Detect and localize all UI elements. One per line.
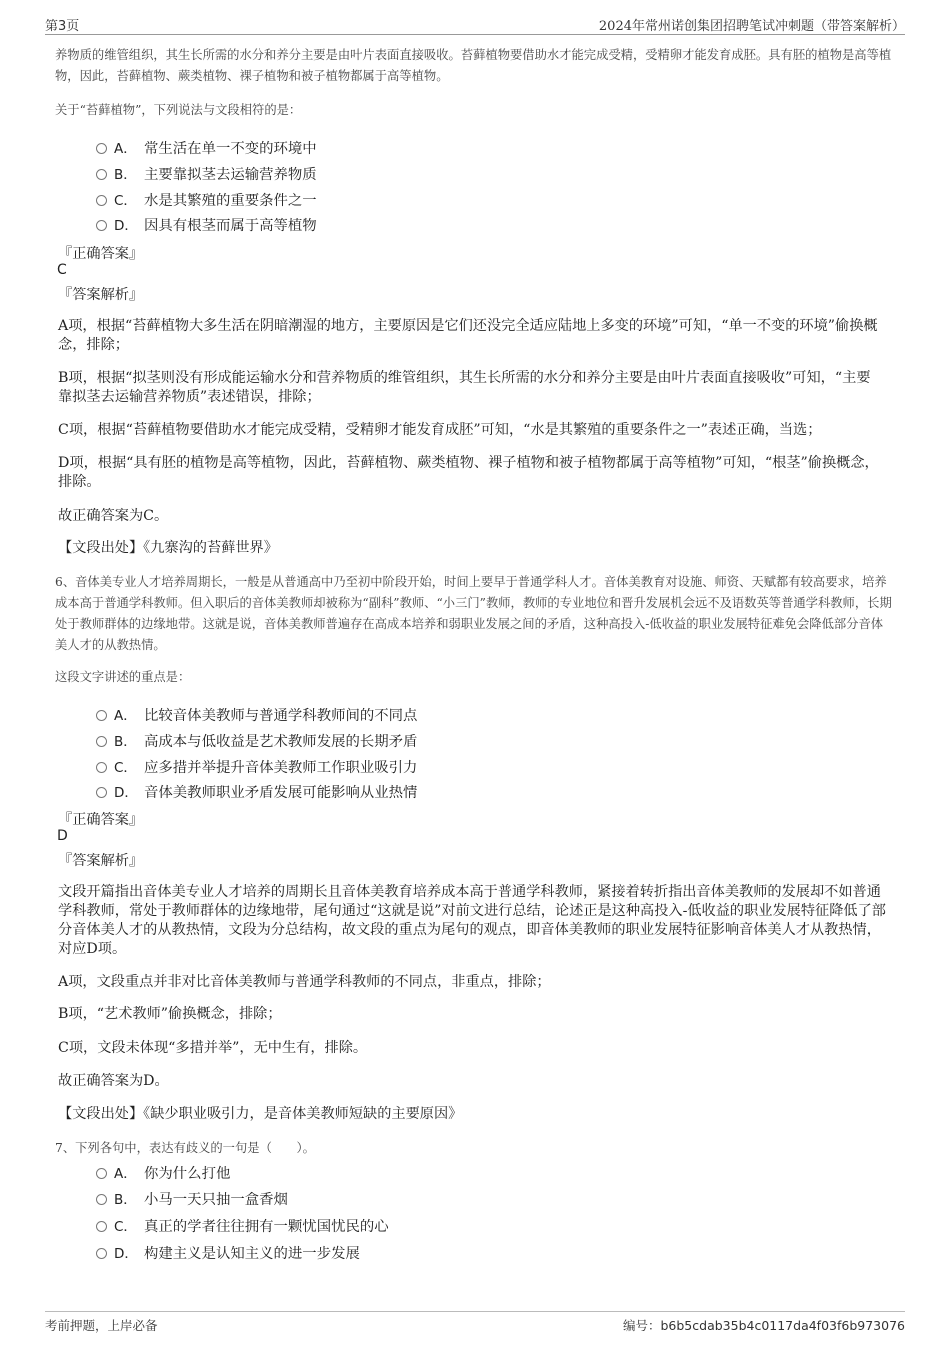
q5-analysis-c: C项，根据“苔藓植物要借助水才能完成受精，受精卵才能发育成胚”可知，“水是其繁殖的重要条件之一”表述正确，当选； bbox=[58, 422, 822, 438]
q6-analysis-c: C项，文段未体现“多措并举”，无中生有，排除。 bbox=[58, 1040, 368, 1056]
radio-icon[interactable] bbox=[96, 143, 107, 154]
passage-tail: 养物质的维管组织，其生长所需的水分和养分主要是由叶片表面直接吸收。苔藓植物要借助水才能完成受精，受精卵才能发育成胚。具有胚的植物是高等植物，因此，苔藓植物、蕨类植物、裸子植物和被子植物都属于高等植物。 bbox=[55, 48, 892, 83]
footer-slogan: 考前押题，上岸必备 bbox=[45, 1318, 158, 1333]
radio-icon[interactable] bbox=[96, 736, 107, 747]
q6-stem: 这段文字讲述的重点是： bbox=[55, 670, 191, 684]
q6-source: 【文段出处】《缺少职业吸引力，是音体美教师短缺的主要原因》 bbox=[58, 1106, 463, 1122]
q6-analysis-a: A项，文段重点并非对比音体美教师与普通学科教师的不同点，非重点，排除； bbox=[58, 974, 551, 990]
footer-code-label: 编号： bbox=[622, 1318, 661, 1333]
q5-conclusion: 故正确答案为C。 bbox=[58, 508, 169, 524]
q5-source: 【文段出处】《九寨沟的苔藓世界》 bbox=[58, 540, 278, 556]
radio-icon[interactable] bbox=[96, 762, 107, 773]
q5-stem: 关于“苔藓植物”，下列说法与文段相符的是： bbox=[55, 103, 302, 117]
footer-code-wrap bbox=[623, 1316, 905, 1334]
radio-icon[interactable] bbox=[96, 1168, 107, 1179]
q5-analysis-label: 『答案解析』 bbox=[58, 287, 144, 303]
radio-icon[interactable] bbox=[96, 195, 107, 206]
radio-icon[interactable] bbox=[96, 220, 107, 231]
q5-analysis-b: B项，根据“拟茎则没有形成能运输水分和营养物质的维管组织，其生长所需的水分和养分主要是由叶片表面直接吸收”可知，“主要靠拟茎去运输营养物质”表述错误，排除； bbox=[58, 370, 871, 405]
q5-answer-label: 『正确答案』 bbox=[58, 246, 144, 262]
radio-icon[interactable] bbox=[96, 1194, 107, 1205]
page-number: 第3页 bbox=[45, 19, 80, 34]
radio-icon[interactable] bbox=[96, 787, 107, 798]
q5-analysis-a: A项，根据“苔藓植物大多生活在阴暗潮湿的地方，主要原因是它们还没完全适应陆地上多变的环境”可知，“单一不变的环境”偷换概念，排除； bbox=[58, 318, 878, 353]
page-footer bbox=[45, 1311, 905, 1334]
q6-conclusion: 故正确答案为D。 bbox=[58, 1073, 169, 1089]
footer-code: b6b5cdab35b4c0117da4f03f6b973076 bbox=[660, 1318, 905, 1333]
radio-icon[interactable] bbox=[96, 710, 107, 721]
q6-answer-label: 『正确答案』 bbox=[58, 812, 144, 828]
q6-analysis-b: B项，“艺术教师”偷换概念，排除； bbox=[58, 1006, 282, 1022]
radio-icon[interactable] bbox=[96, 1221, 107, 1232]
q5-analysis-d: D项，根据“具有胚的植物是高等植物，因此，苔藓植物、蕨类植物、裸子植物和被子植物都属于高等植物”可知，“根茎”偷换概念，排除。 bbox=[58, 455, 879, 490]
q6-answer: D bbox=[57, 828, 68, 844]
q7-stem: 7、下列各句中，表达有歧义的一句是（ ）。 bbox=[55, 1141, 315, 1155]
q6-passage: 6、音体美专业人才培养周期长，一般是从普通高中乃至初中阶段开始，时间上要早于普通学科人才。音体美教育对设施、师资、天赋都有较高要求，培养成本高于普通学科教师。但入职后的音体美教师却被称为“副科”教师、“小三门”教师，教师的专业地位和晋升发展机会远不及语数英等普通学科教师，长期处于教师群体的边缘地带。这就是说，音体美教师普遍存在高成本培养和弱职业发展之间的矛盾，这种高投入-低收益的职业发展特征难免会降低部分音体美人才的从教热情。 bbox=[55, 575, 892, 652]
q6-analysis-main: 文段开篇指出音体美专业人才培养的周期长且音体美教育培养成本高于普通学科教师，紧接着转折指出音体美教师的发展却不如普通学科教师，常处于教师群体的边缘地带，尾句通过“这就是说”对前文进行总结，论述正是这种高投入-低收益的职业发展特征降低了部分音体美人才的从教热情，文段为分总结构，故文段的重点为尾句的观点，即音体美教师的职业发展特征影响音体美人才从教热情，对应D项。 bbox=[58, 884, 886, 957]
radio-icon[interactable] bbox=[96, 169, 107, 180]
page-header bbox=[45, 12, 905, 35]
q6-analysis-label: 『答案解析』 bbox=[58, 853, 144, 869]
document-title: 2024年常州诺创集团招聘笔试冲刺题（带答案解析） bbox=[598, 19, 905, 34]
radio-icon[interactable] bbox=[96, 1248, 107, 1259]
q5-answer: C bbox=[57, 262, 67, 278]
